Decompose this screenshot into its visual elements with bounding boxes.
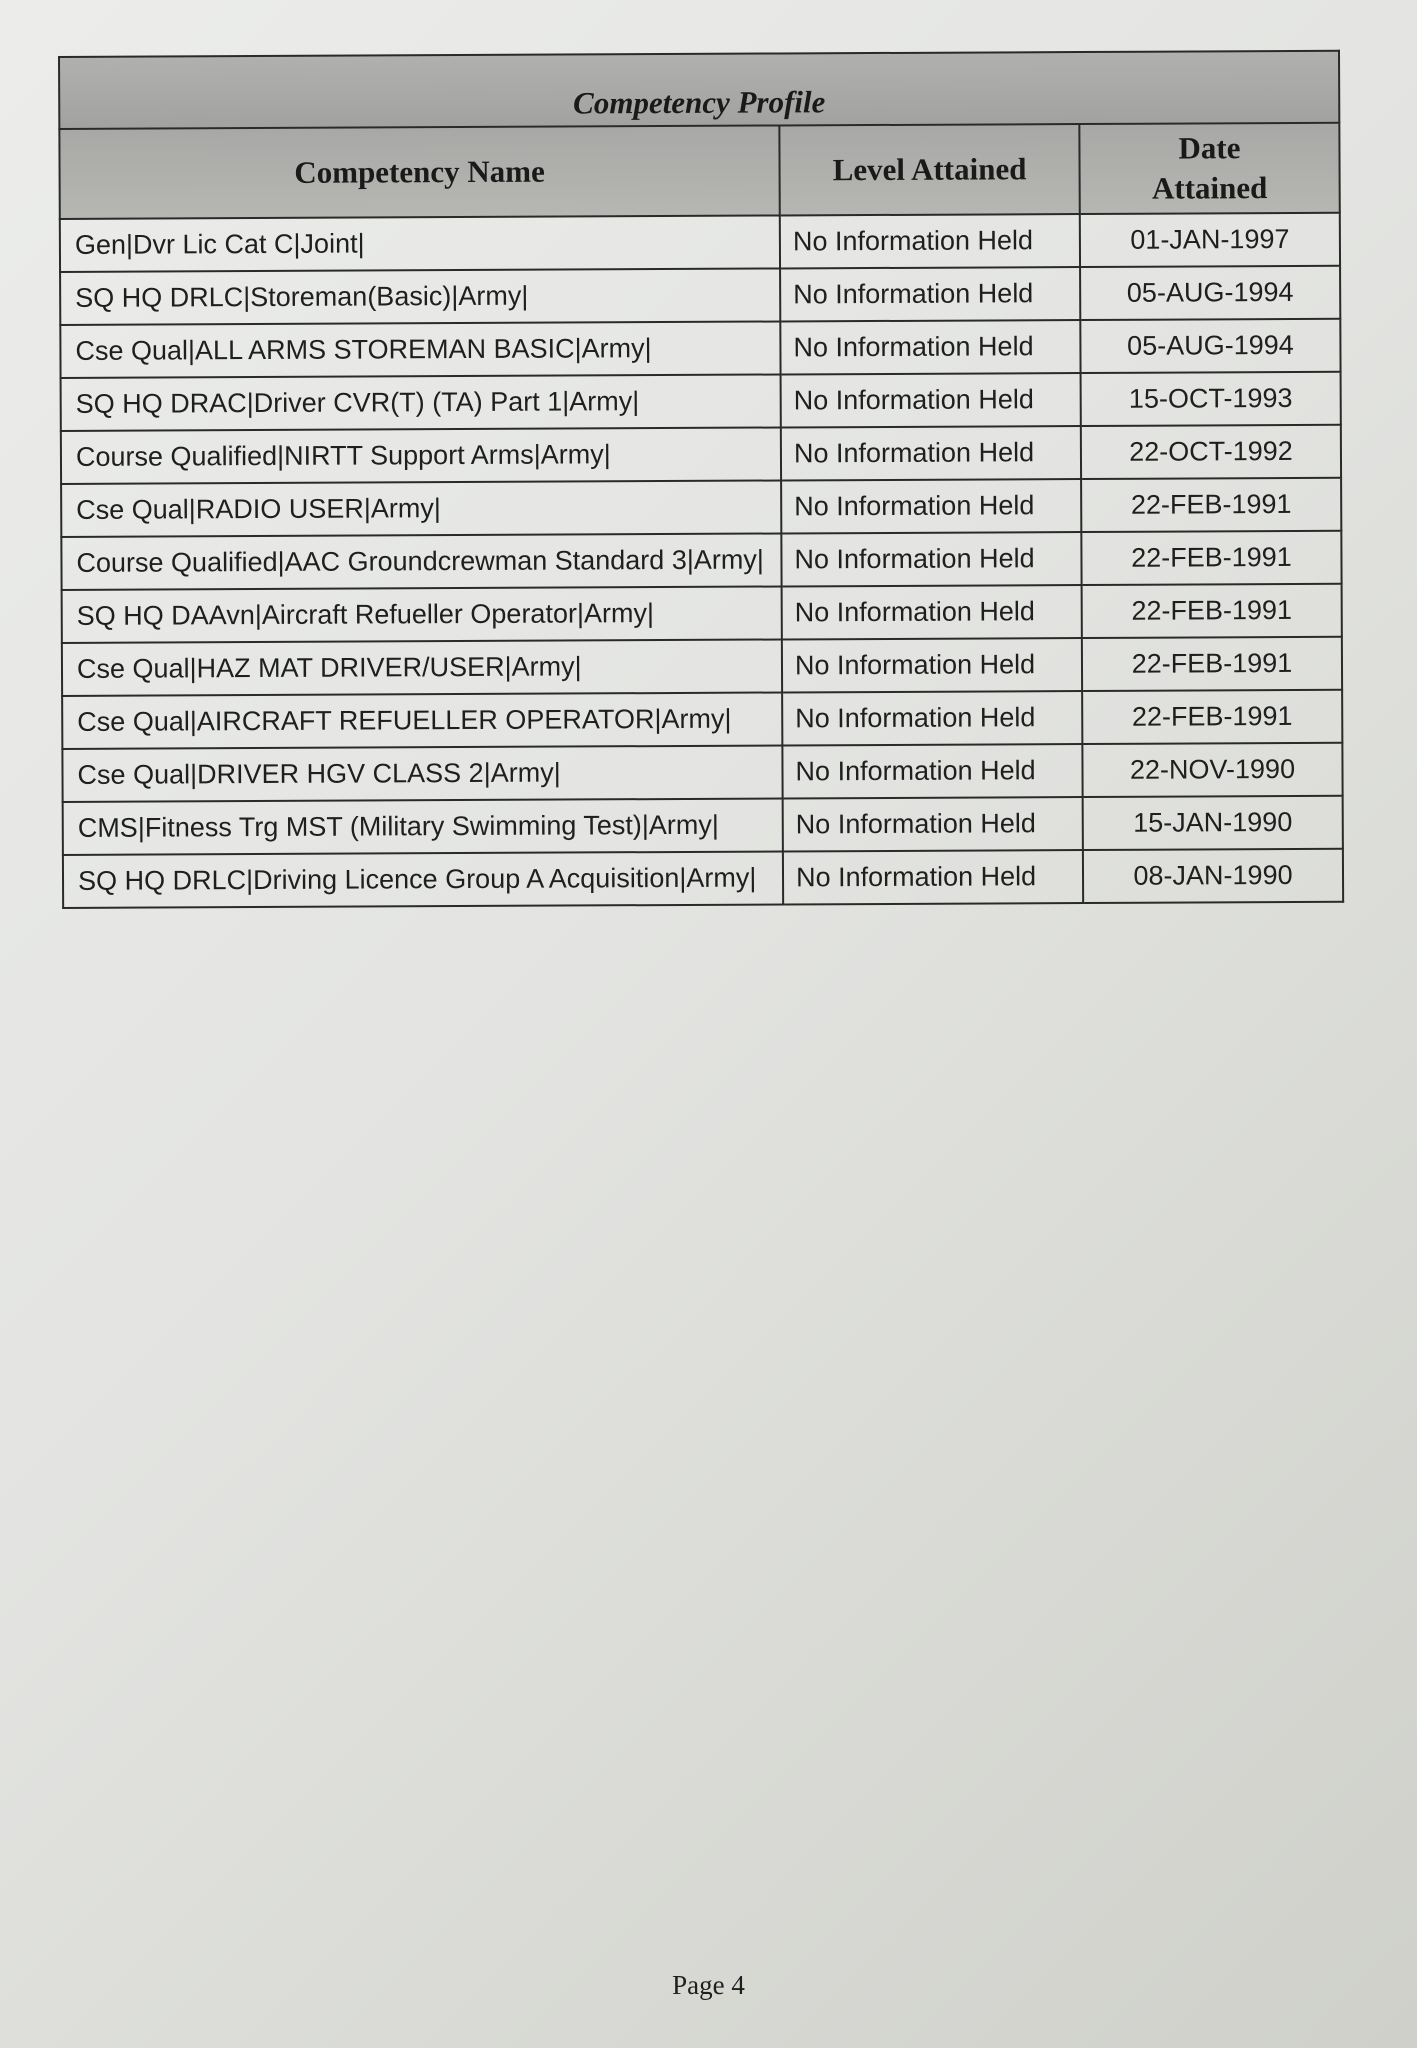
competency-name-cell: Cse Qual|DRIVER HGV CLASS 2|Army| bbox=[62, 745, 782, 802]
date-attained-cell: 01-JAN-1997 bbox=[1080, 213, 1340, 267]
level-attained-cell: No Information Held bbox=[781, 373, 1081, 427]
competency-name-cell: SQ HQ DRLC|Driving Licence Group A Acquisition|Army| bbox=[63, 851, 783, 908]
date-attained-cell: 22-FEB-1991 bbox=[1082, 637, 1342, 691]
page-number: Page 4 bbox=[672, 1970, 745, 2000]
table-row bbox=[61, 531, 1341, 590]
table-title-row bbox=[59, 51, 1339, 129]
level-attained-cell: No Information Held bbox=[782, 585, 1082, 639]
competency-name-cell: Cse Qual|HAZ MAT DRIVER/USER|Army| bbox=[62, 639, 782, 696]
table-row bbox=[60, 213, 1340, 272]
level-attained-cell: No Information Held bbox=[782, 744, 1082, 798]
competency-name-cell: CMS|Fitness Trg MST (Military Swimming Test)|Army| bbox=[63, 798, 783, 855]
table-row bbox=[61, 478, 1341, 537]
competency-name-cell: Course Qualified|AAC Groundcrewman Standard 3|Army| bbox=[61, 533, 781, 590]
competency-name-cell: Cse Qual|AIRCRAFT REFUELLER OPERATOR|Army| bbox=[62, 692, 782, 749]
competency-name-cell: Course Qualified|NIRTT Support Arms|Army| bbox=[61, 427, 781, 484]
date-attained-cell: 22-FEB-1991 bbox=[1082, 690, 1342, 744]
date-attained-cell: 22-FEB-1991 bbox=[1081, 478, 1341, 532]
date-attained-cell: 22-OCT-1992 bbox=[1081, 425, 1341, 479]
competency-name-cell: Cse Qual|RADIO USER|Army| bbox=[61, 480, 781, 537]
header-date-line2: Attained bbox=[1151, 170, 1268, 206]
table-row bbox=[60, 266, 1340, 325]
date-attained-cell: 22-FEB-1991 bbox=[1082, 584, 1342, 638]
table-row bbox=[60, 319, 1340, 378]
level-attained-cell: No Information Held bbox=[781, 426, 1081, 480]
header-date-attained bbox=[1079, 123, 1339, 214]
level-attained-cell: No Information Held bbox=[781, 479, 1081, 533]
table-row bbox=[61, 372, 1341, 431]
date-attained-cell: 15-JAN-1990 bbox=[1083, 796, 1343, 850]
header-level-attained: Level Attained bbox=[779, 124, 1079, 215]
header-date-line1: Date bbox=[1178, 130, 1241, 166]
table-row bbox=[62, 584, 1342, 643]
level-attained-cell: No Information Held bbox=[782, 638, 1082, 692]
competency-name-cell: Gen|Dvr Lic Cat C|Joint| bbox=[60, 215, 780, 272]
level-attained-cell: No Information Held bbox=[780, 214, 1080, 268]
competency-name-cell: SQ HQ DRLC|Storeman(Basic)|Army| bbox=[60, 268, 780, 325]
table-row bbox=[62, 743, 1342, 802]
date-attained-cell: 08-JAN-1990 bbox=[1083, 849, 1343, 903]
competency-profile-table bbox=[58, 50, 1344, 909]
competency-name-cell: Cse Qual|ALL ARMS STOREMAN BASIC|Army| bbox=[60, 321, 780, 378]
date-attained-cell: 05-AUG-1994 bbox=[1080, 319, 1340, 373]
table-row bbox=[62, 690, 1342, 749]
level-attained-cell: No Information Held bbox=[783, 850, 1083, 904]
date-attained-cell: 15-OCT-1993 bbox=[1081, 372, 1341, 426]
date-attained-cell: 22-FEB-1991 bbox=[1081, 531, 1341, 585]
competency-name-cell: SQ HQ DAAvn|Aircraft Refueller Operator|Army| bbox=[62, 586, 782, 643]
table-row bbox=[63, 796, 1343, 855]
level-attained-cell: No Information Held bbox=[781, 532, 1081, 586]
table-row bbox=[61, 425, 1341, 484]
date-attained-cell: 05-AUG-1994 bbox=[1080, 266, 1340, 320]
level-attained-cell: No Information Held bbox=[783, 797, 1083, 851]
level-attained-cell: No Information Held bbox=[782, 691, 1082, 745]
table-title: Competency Profile bbox=[59, 51, 1339, 129]
level-attained-cell: No Information Held bbox=[780, 267, 1080, 321]
level-attained-cell: No Information Held bbox=[780, 320, 1080, 374]
table-header-row bbox=[59, 123, 1339, 219]
date-attained-cell: 22-NOV-1990 bbox=[1082, 743, 1342, 797]
table-row bbox=[62, 637, 1342, 696]
table-row bbox=[63, 849, 1343, 908]
competency-name-cell: SQ HQ DRAC|Driver CVR(T) (TA) Part 1|Army| bbox=[61, 374, 781, 431]
header-competency-name: Competency Name bbox=[59, 125, 779, 219]
